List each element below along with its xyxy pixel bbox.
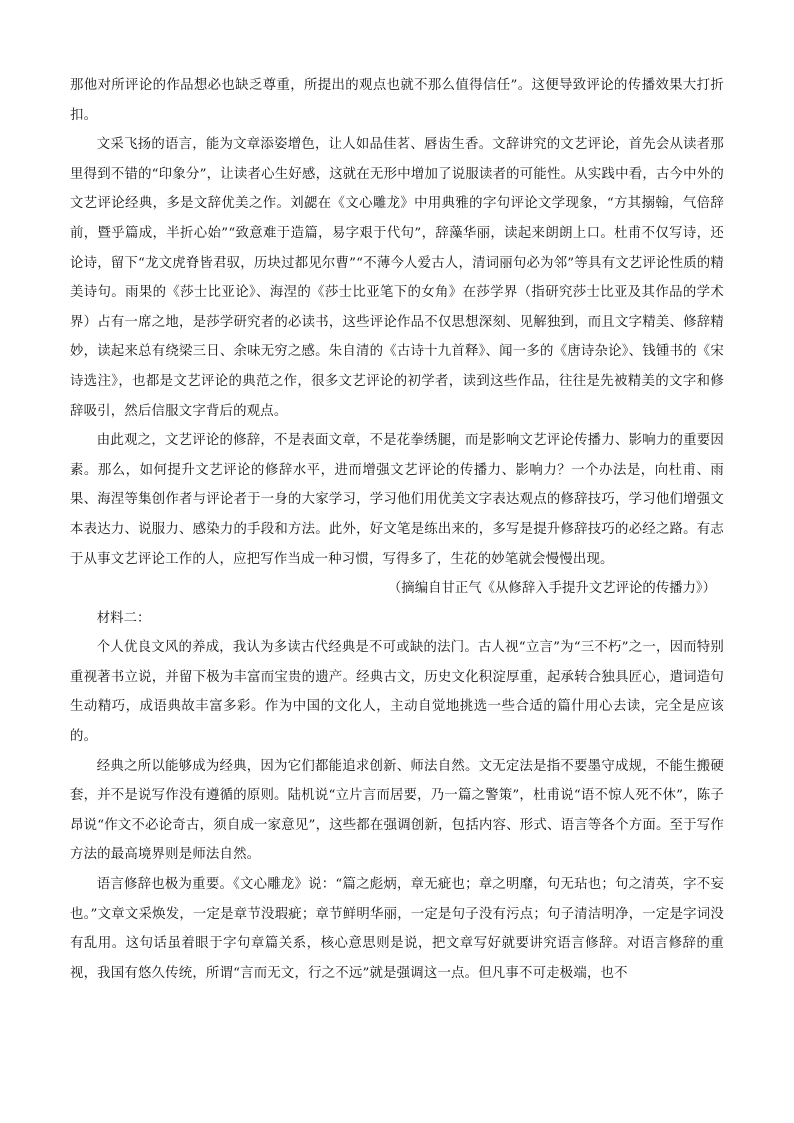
paragraph-literary-style: 文采飞扬的语言，能为文章添姿增色，让人如品佳茗、唇齿生香。文辞讲究的文艺评论，首先会从读者那里得到不错的“印象分”，让读者心生好感，这就在无形中增加了说服读者的可能性。从实践中看，古今中外的文艺评论经典，多是文辞优美之作。刘勰在《文心雕龙》中用典雅的字句评论文学现象，“方其搦翰，气倍辞前，暨乎篇成，半折心始”“致意难于造篇，易字艰于代句”，辞藻华丽，读起来朗朗上口。杜甫不仅写诗，还论诗，留下“龙文虎脊皆君驭，历块过都见尔曹”“不薄今人爱古人，清词丽句必为邻”等具有文艺评论性质的精美诗句。雨果的《莎士比亚论》、海涅的《莎士比亚笔下的女角》在莎学界（指研究莎士比亚及其作品的学术界）占有一席之地，是莎学研究者的必读书，这些评论作品不仅思想深刻、见解独到，而且文字精美、修辞精妙，读起来总有绕梁三日、余味无穷之感。朱自清的《古诗十九首释》、闻一多的《唐诗杂论》、钱锺书的《宋诗选注》，也都是文艺评论的典范之作，很多文艺评论的初学者，读到这些作品，往往是先被精美的文字和修辞吸引，然后信服文字背后的观点。 xyxy=(70,137,724,419)
paragraph-conclusion: 由此观之，文艺评论的修辞，不是表面文章，不是花拳绣腿，而是影响文艺评论传播力、影响力的重要因素。那么，如何提升文艺评论的修辞水平，进而增强文艺评论的传播力、影响力？一个办法是，向杜甫、雨果、海涅等集创作者与评论者于一身的大家学习，学习他们用优美文字表达观点的修辞技巧，学习他们增强文本表达力、说服力、感染力的手段和方法。此外，好文笔是练出来的，多写是提升修辞技巧的必经之路。有志于从事文艺评论工作的人，应把写作当成一种习惯，写得多了，生花的妙笔就会慢慢出现。 xyxy=(70,433,724,567)
source-citation: （摘编自甘正气《从修辞入手提升文艺评论的传播力》） xyxy=(387,581,716,597)
document-page xyxy=(70,71,724,988)
paragraph-continuation: 那他对所评论的作品想必也缺乏尊重，所提出的观点也就不那么值得信任”。这便导致评论的传播效果大打折扣。 xyxy=(70,78,724,123)
paragraph-rhetoric: 语言修辞也极为重要。《文心雕龙》说：“篇之彪炳，章无疵也；章之明靡，句无玷也；句之清英，字不妄也。”文章文采焕发，一定是章节没瑕疵；章节鲜明华丽，一定是句子没有污点；句子清洁明净，一定是字词没有乱用。这句话虽着眼于字句章篇关系，核心意思则是说，把文章写好就要讲究语言修辞。对语言修辞的重视，我国有悠久传统，所谓“言而无文，行之不远”就是强调这一点。但凡事不可走极端，也不 xyxy=(70,877,724,981)
paragraph-classics: 个人优良文风的养成，我认为多读古代经典是不可或缺的法门。古人视“立言”为“三不朽”之一，因而特别重视著书立说，并留下极为丰富而宝贵的遗产。经典古文，历史文化积淀厚重，起承转合独具匠心，遣词造句生动精巧，成语典故丰富多彩。作为中国的文化人，主动自觉地挑选一些合适的篇什用心去读，完全是应该的。 xyxy=(70,640,724,745)
material-two-label: 材料二： xyxy=(96,610,151,626)
paragraph-innovation: 经典之所以能够成为经典，因为它们都能追求创新、师法自然。文无定法是指不要墨守成规，不能生搬硬套，并不是说写作没有遵循的原则。陆机说“立片言而居要，乃一篇之警策”，杜甫说“语不惊人死不休”，陈子昂说“作文不必论奇古，须自成一家意见”，这些都在强调创新，包括内容、形式、语言等各个方面。至于写作方法的最高境界则是师法自然。 xyxy=(70,758,724,863)
